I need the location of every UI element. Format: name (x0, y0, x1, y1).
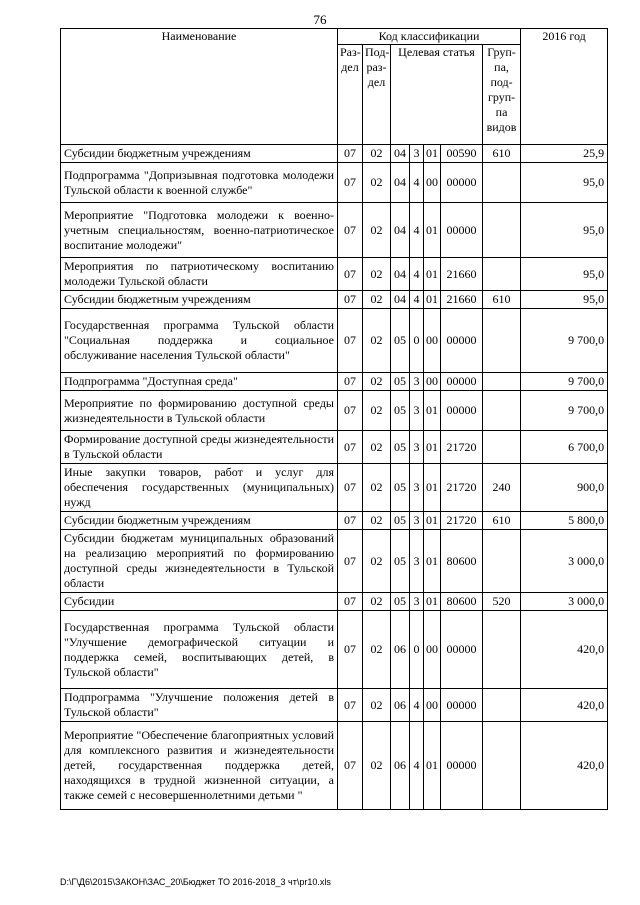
cell-t3: 01 (424, 203, 441, 258)
cell-t1: 04 (391, 258, 410, 291)
cell-name: Подпрограмма "Улучшение положения детей в Тульской области" (61, 689, 338, 722)
cell-vr (483, 373, 521, 391)
table-row (61, 203, 608, 258)
cell-pr: 02 (363, 373, 391, 391)
cell-pr: 02 (363, 145, 391, 163)
cell-t4: 00000 (441, 391, 483, 431)
cell-t4: 00000 (441, 309, 483, 373)
cell-t4: 21660 (441, 258, 483, 291)
cell-t3: 01 (424, 512, 441, 530)
cell-name: Мероприятие "Подготовка молодежи к военно-учетным специальностям, военно-патриотическое воспитание молодежи" (61, 203, 338, 258)
table-row (61, 593, 608, 611)
cell-vr (483, 203, 521, 258)
cell-t4: 21720 (441, 431, 483, 464)
cell-t2: 4 (410, 689, 424, 722)
cell-t3: 01 (424, 258, 441, 291)
cell-t2: 3 (410, 431, 424, 464)
cell-name: Формирование доступной среды жизнедеятельности в Тульской области (61, 431, 338, 464)
cell-t2: 3 (410, 464, 424, 512)
cell-sum: 3 000,0 (521, 530, 608, 593)
table-row (61, 309, 608, 373)
cell-rz: 07 (338, 309, 363, 373)
cell-sum: 420,0 (521, 689, 608, 722)
cell-rz: 07 (338, 163, 363, 203)
cell-t1: 05 (391, 431, 410, 464)
cell-vr: 610 (483, 291, 521, 309)
cell-t1: 04 (391, 291, 410, 309)
cell-t2: 4 (410, 722, 424, 810)
cell-t1: 04 (391, 163, 410, 203)
cell-t2: 3 (410, 530, 424, 593)
cell-t1: 05 (391, 373, 410, 391)
cell-rz: 07 (338, 258, 363, 291)
cell-rz: 07 (338, 722, 363, 810)
cell-t3: 01 (424, 145, 441, 163)
cell-vr (483, 391, 521, 431)
cell-sum: 3 000,0 (521, 593, 608, 611)
cell-name: Подпрограмма "Допризывная подготовка молодежи Тульской области к военной службе" (61, 163, 338, 203)
cell-t2: 0 (410, 611, 424, 689)
cell-t4: 21660 (441, 291, 483, 309)
cell-rz: 07 (338, 689, 363, 722)
cell-vr (483, 309, 521, 373)
cell-vr (483, 689, 521, 722)
cell-t1: 05 (391, 512, 410, 530)
cell-t2: 4 (410, 258, 424, 291)
cell-rz: 07 (338, 203, 363, 258)
cell-t2: 3 (410, 512, 424, 530)
table-row (61, 291, 608, 309)
cell-t2: 3 (410, 373, 424, 391)
cell-rz: 07 (338, 611, 363, 689)
cell-t1: 06 (391, 722, 410, 810)
cell-name: Мероприятие по формированию доступной среды жизнедеятельности в Тульской области (61, 391, 338, 431)
cell-t4: 21720 (441, 464, 483, 512)
cell-rz: 07 (338, 291, 363, 309)
cell-rz: 07 (338, 530, 363, 593)
cell-t3: 01 (424, 464, 441, 512)
table-row (61, 145, 608, 163)
cell-sum: 6 700,0 (521, 431, 608, 464)
table-row (61, 689, 608, 722)
cell-t1: 05 (391, 464, 410, 512)
table-body (61, 145, 608, 810)
cell-pr: 02 (363, 431, 391, 464)
cell-rz: 07 (338, 512, 363, 530)
cell-t1: 04 (391, 203, 410, 258)
cell-vr (483, 722, 521, 810)
cell-t4: 00000 (441, 373, 483, 391)
cell-t4: 00000 (441, 722, 483, 810)
cell-t2: 4 (410, 163, 424, 203)
cell-t2: 3 (410, 391, 424, 431)
cell-t2: 3 (410, 145, 424, 163)
file-path-footer: D:\Г\Д6\2015\ЗАКОН\ЗАС_20\Бюджет ТО 2016-2018_3 чт\pr10.xls (60, 877, 331, 887)
cell-pr: 02 (363, 530, 391, 593)
cell-vr (483, 611, 521, 689)
cell-vr: 240 (483, 464, 521, 512)
cell-t2: 3 (410, 593, 424, 611)
cell-sum: 420,0 (521, 611, 608, 689)
cell-name: Субсидии бюджетным учреждениям (61, 512, 338, 530)
cell-t4: 00000 (441, 163, 483, 203)
cell-sum: 95,0 (521, 291, 608, 309)
cell-sum: 95,0 (521, 203, 608, 258)
cell-rz: 07 (338, 464, 363, 512)
cell-pr: 02 (363, 512, 391, 530)
budget-table (60, 28, 608, 810)
cell-t3: 01 (424, 722, 441, 810)
cell-pr: 02 (363, 689, 391, 722)
table-row (61, 258, 608, 291)
cell-t3: 01 (424, 593, 441, 611)
cell-name: Субсидии бюджетным учреждениям (61, 291, 338, 309)
header-year: 2016 год (521, 29, 608, 145)
table-row (61, 431, 608, 464)
header-name: Наименование (61, 29, 338, 145)
cell-t2: 4 (410, 291, 424, 309)
cell-name: Мероприятия по патриотическому воспитанию молодежи Тульской области (61, 258, 338, 291)
cell-rz: 07 (338, 593, 363, 611)
cell-t1: 06 (391, 611, 410, 689)
cell-t4: 00000 (441, 689, 483, 722)
cell-t3: 00 (424, 163, 441, 203)
page-number: 76 (313, 12, 327, 27)
cell-sum: 420,0 (521, 722, 608, 810)
cell-t4: 21720 (441, 512, 483, 530)
table-row (61, 512, 608, 530)
cell-rz: 07 (338, 431, 363, 464)
cell-name: Государственная программа Тульской области "Улучшение демографической ситуации и поддержка семей, воспитывающих детей, в Тульской области" (61, 611, 338, 689)
cell-pr: 02 (363, 391, 391, 431)
cell-vr (483, 431, 521, 464)
cell-name: Иные закупки товаров, работ и услуг для обеспечения государственных (муниципальных) нужд (61, 464, 338, 512)
header-classification: Код классификации (338, 29, 521, 45)
cell-sum: 9 700,0 (521, 373, 608, 391)
cell-name: Государственная программа Тульской области "Социальная поддержка и социальное обслуживание населения Тульской области" (61, 309, 338, 373)
cell-t1: 05 (391, 530, 410, 593)
cell-t4: 00000 (441, 611, 483, 689)
cell-t4: 00000 (441, 203, 483, 258)
cell-pr: 02 (363, 163, 391, 203)
cell-vr: 610 (483, 145, 521, 163)
cell-pr: 02 (363, 258, 391, 291)
table-row (61, 373, 608, 391)
cell-pr: 02 (363, 203, 391, 258)
cell-vr (483, 258, 521, 291)
cell-t4: 80600 (441, 593, 483, 611)
table-row (61, 530, 608, 593)
header-target: Целевая статья (391, 45, 483, 145)
cell-t3: 00 (424, 611, 441, 689)
table-row (61, 722, 608, 810)
cell-t3: 01 (424, 291, 441, 309)
table-row (61, 464, 608, 512)
header-section: Раз-дел (338, 45, 363, 145)
cell-t2: 0 (410, 309, 424, 373)
cell-t3: 01 (424, 391, 441, 431)
cell-t1: 04 (391, 145, 410, 163)
cell-t3: 00 (424, 689, 441, 722)
cell-sum: 95,0 (521, 258, 608, 291)
header-subsection: Под-раз-дел (363, 45, 391, 145)
cell-name: Подпрограмма "Доступная среда" (61, 373, 338, 391)
cell-name: Субсидии бюджетам муниципальных образований на реализацию мероприятий по формированию доступной среды жизнедеятельности в Тульской области (61, 530, 338, 593)
cell-name: Мероприятие "Обеспечение благоприятных условий для комплексного развития и жизнедеятельности детей, государственная поддержка детей, находящихся в трудной жизненной ситуации, а также семей с несовершеннолетними детьми " (61, 722, 338, 810)
cell-vr (483, 530, 521, 593)
cell-t1: 05 (391, 593, 410, 611)
cell-t1: 05 (391, 309, 410, 373)
cell-vr (483, 163, 521, 203)
cell-t1: 05 (391, 391, 410, 431)
cell-sum: 9 700,0 (521, 309, 608, 373)
cell-rz: 07 (338, 391, 363, 431)
cell-vr: 610 (483, 512, 521, 530)
cell-sum: 900,0 (521, 464, 608, 512)
table-row (61, 163, 608, 203)
cell-t3: 01 (424, 431, 441, 464)
table-row (61, 391, 608, 431)
cell-t3: 01 (424, 530, 441, 593)
cell-t3: 00 (424, 309, 441, 373)
cell-rz: 07 (338, 145, 363, 163)
cell-name: Субсидии (61, 593, 338, 611)
cell-pr: 02 (363, 722, 391, 810)
cell-pr: 02 (363, 464, 391, 512)
table-row (61, 611, 608, 689)
cell-rz: 07 (338, 373, 363, 391)
cell-vr: 520 (483, 593, 521, 611)
cell-t4: 80600 (441, 530, 483, 593)
cell-sum: 9 700,0 (521, 391, 608, 431)
cell-pr: 02 (363, 291, 391, 309)
cell-pr: 02 (363, 593, 391, 611)
cell-t3: 00 (424, 373, 441, 391)
header-group: Груп-па, под-груп-па видов (483, 45, 521, 145)
cell-pr: 02 (363, 309, 391, 373)
cell-pr: 02 (363, 611, 391, 689)
cell-sum: 5 800,0 (521, 512, 608, 530)
cell-sum: 95,0 (521, 163, 608, 203)
cell-t1: 06 (391, 689, 410, 722)
cell-sum: 25,9 (521, 145, 608, 163)
cell-t2: 4 (410, 203, 424, 258)
cell-name: Субсидии бюджетным учреждениям (61, 145, 338, 163)
cell-t4: 00590 (441, 145, 483, 163)
